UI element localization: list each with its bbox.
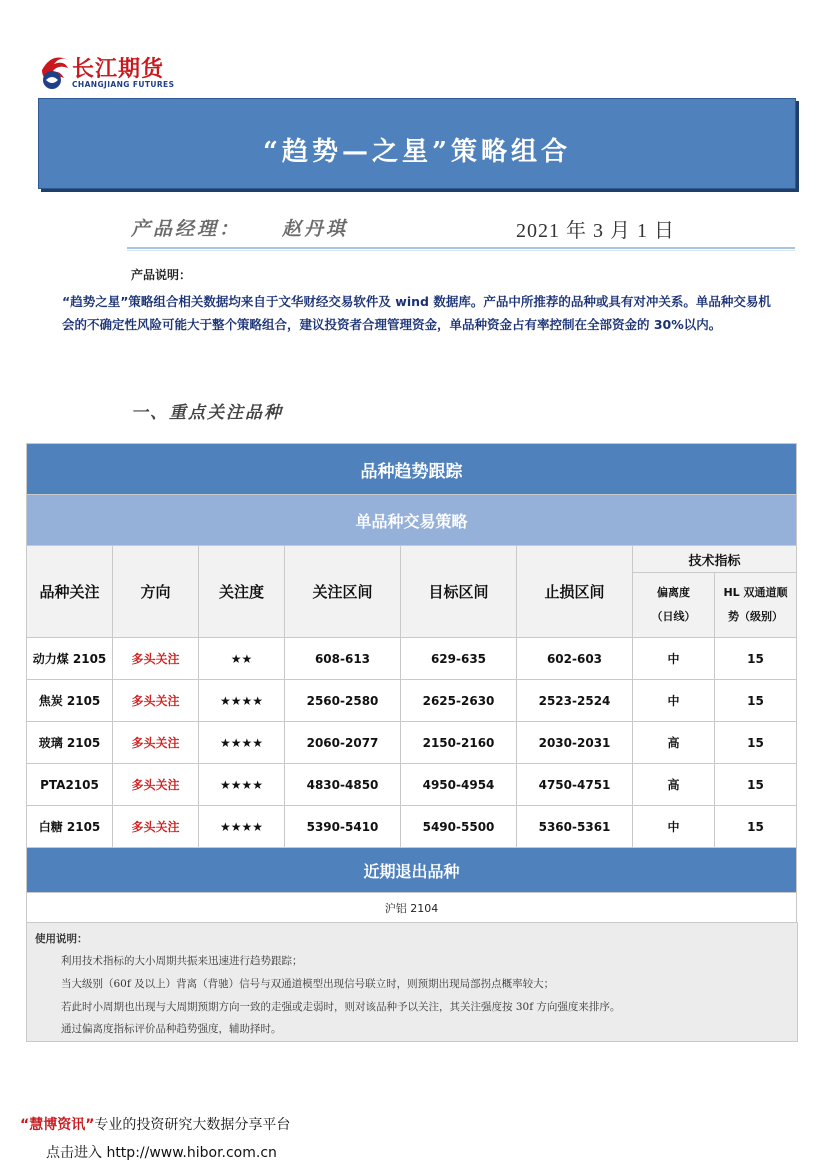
cell-name: 白糖 2105 [27, 806, 113, 848]
cell-range: 2560-2580 [285, 680, 401, 722]
table-title: 品种趋势跟踪 [27, 444, 797, 495]
cell-hl: 15 [715, 722, 797, 764]
usage-notes [26, 922, 798, 1042]
cell-stars: ★★★★ [199, 806, 285, 848]
col-header-hl-line2: 势（级别） [728, 610, 783, 623]
exit-title: 近期退出品种 [27, 848, 797, 893]
footer-slogan: 专业的投资研究大数据分享平台 [94, 1117, 291, 1133]
cell-stop: 4750-4751 [517, 764, 633, 806]
notes-line: 通过偏离度指标评价品种趋势强度，辅助择时。 [61, 1023, 282, 1035]
cell-direction: 多头关注 [113, 806, 199, 848]
section-title: 一、重点关注品种 [131, 403, 283, 423]
cell-deviation: 高 [633, 722, 715, 764]
col-header-deviation-line1: 偏离度 [657, 586, 690, 599]
col-header-target: 目标区间 [401, 546, 517, 638]
cell-target: 4950-4954 [401, 764, 517, 806]
cell-stars: ★★★★ [199, 722, 285, 764]
cell-stars: ★★★★ [199, 680, 285, 722]
cell-target: 2625-2630 [401, 680, 517, 722]
cell-target: 5490-5500 [401, 806, 517, 848]
footer-link[interactable]: 点击进入 http://www.hibor.com.cn [46, 1145, 277, 1161]
manager-label: 产品经理： [131, 218, 242, 240]
cell-hl: 15 [715, 638, 797, 680]
footer-brand: “慧博资讯” [20, 1117, 95, 1133]
cell-direction: 多头关注 [113, 722, 199, 764]
col-header-direction: 方向 [113, 546, 199, 638]
cell-deviation: 中 [633, 680, 715, 722]
col-header-hl [715, 573, 797, 638]
table-row [27, 764, 797, 806]
cell-hl: 15 [715, 680, 797, 722]
col-header-range: 关注区间 [285, 546, 401, 638]
cell-stop: 602-603 [517, 638, 633, 680]
cell-stars: ★★ [199, 638, 285, 680]
col-header-stop: 止损区间 [517, 546, 633, 638]
product-description-text: “趋势之星”策略组合相关数据均来自于文华财经交易软件及 wind 数据库。产品中所推荐的品种或具有对冲关系。单品种交易机会的不确定性风险可能大于整个策略组合，建议投资者合理管理资金，单品种资金占有率控制在全部资金的 30%以内。 [62, 294, 771, 332]
cell-name: 焦炭 2105 [27, 680, 113, 722]
table-row [27, 806, 797, 848]
cell-hl: 15 [715, 764, 797, 806]
page-title: “趋势—之星”策略组合 [263, 137, 571, 167]
cell-range: 4830-4850 [285, 764, 401, 806]
cell-deviation: 高 [633, 764, 715, 806]
logo-subtext: CHANGJIANG FUTURES [72, 80, 175, 89]
notes-title: 使用说明： [35, 933, 88, 945]
cell-target: 2150-2160 [401, 722, 517, 764]
cell-range: 608-613 [285, 638, 401, 680]
cell-name: PTA2105 [27, 764, 113, 806]
logo-text: 长江期货 [72, 57, 165, 82]
cell-name: 动力煤 2105 [27, 638, 113, 680]
title-banner [38, 98, 796, 189]
cell-name: 玻璃 2105 [27, 722, 113, 764]
notes-line: 利用技术指标的大小周期共振来迅速进行趋势跟踪； [61, 955, 303, 967]
product-description-label: 产品说明： [131, 268, 192, 282]
cell-direction: 多头关注 [113, 764, 199, 806]
divider [127, 247, 795, 249]
cell-stop: 5360-5361 [517, 806, 633, 848]
exit-item: 沪铝 2104 [27, 893, 797, 924]
table-row [27, 638, 797, 680]
cell-deviation: 中 [633, 638, 715, 680]
col-header-attention: 关注度 [199, 546, 285, 638]
footer-brand-line [20, 1114, 290, 1134]
divider [127, 250, 795, 251]
col-header-deviation-line2: （日线） [651, 610, 696, 623]
cell-stars: ★★★★ [199, 764, 285, 806]
manager-name: 赵丹琪 [282, 218, 349, 240]
strategy-table [26, 443, 797, 924]
cell-deviation: 中 [633, 806, 715, 848]
col-header-name: 品种关注 [27, 546, 113, 638]
cell-stop: 2523-2524 [517, 680, 633, 722]
cell-direction: 多头关注 [113, 638, 199, 680]
table-row [27, 722, 797, 764]
col-header-deviation [633, 573, 715, 638]
notes-line: 当大级别（60f 及以上）背离（背驰）信号与双通道模型出现信号联立时，则预期出现局部拐点概率较大； [61, 978, 555, 990]
col-header-tech: 技术指标 [633, 546, 797, 573]
cell-direction: 多头关注 [113, 680, 199, 722]
report-date: 2021 年 3 月 1 日 [516, 220, 675, 242]
cell-range: 2060-2077 [285, 722, 401, 764]
cell-stop: 2030-2031 [517, 722, 633, 764]
cell-target: 629-635 [401, 638, 517, 680]
cell-hl: 15 [715, 806, 797, 848]
notes-line: 若此时小周期也出现与大周期预期方向一致的走强或走弱时，则对该品种予以关注，其关注强度按 30f 方向强度来排序。 [61, 1001, 621, 1013]
col-header-hl-line1: HL 双通道顺 [723, 586, 788, 599]
cell-range: 5390-5410 [285, 806, 401, 848]
table-row [27, 680, 797, 722]
table-subtitle: 单品种交易策略 [27, 495, 797, 546]
